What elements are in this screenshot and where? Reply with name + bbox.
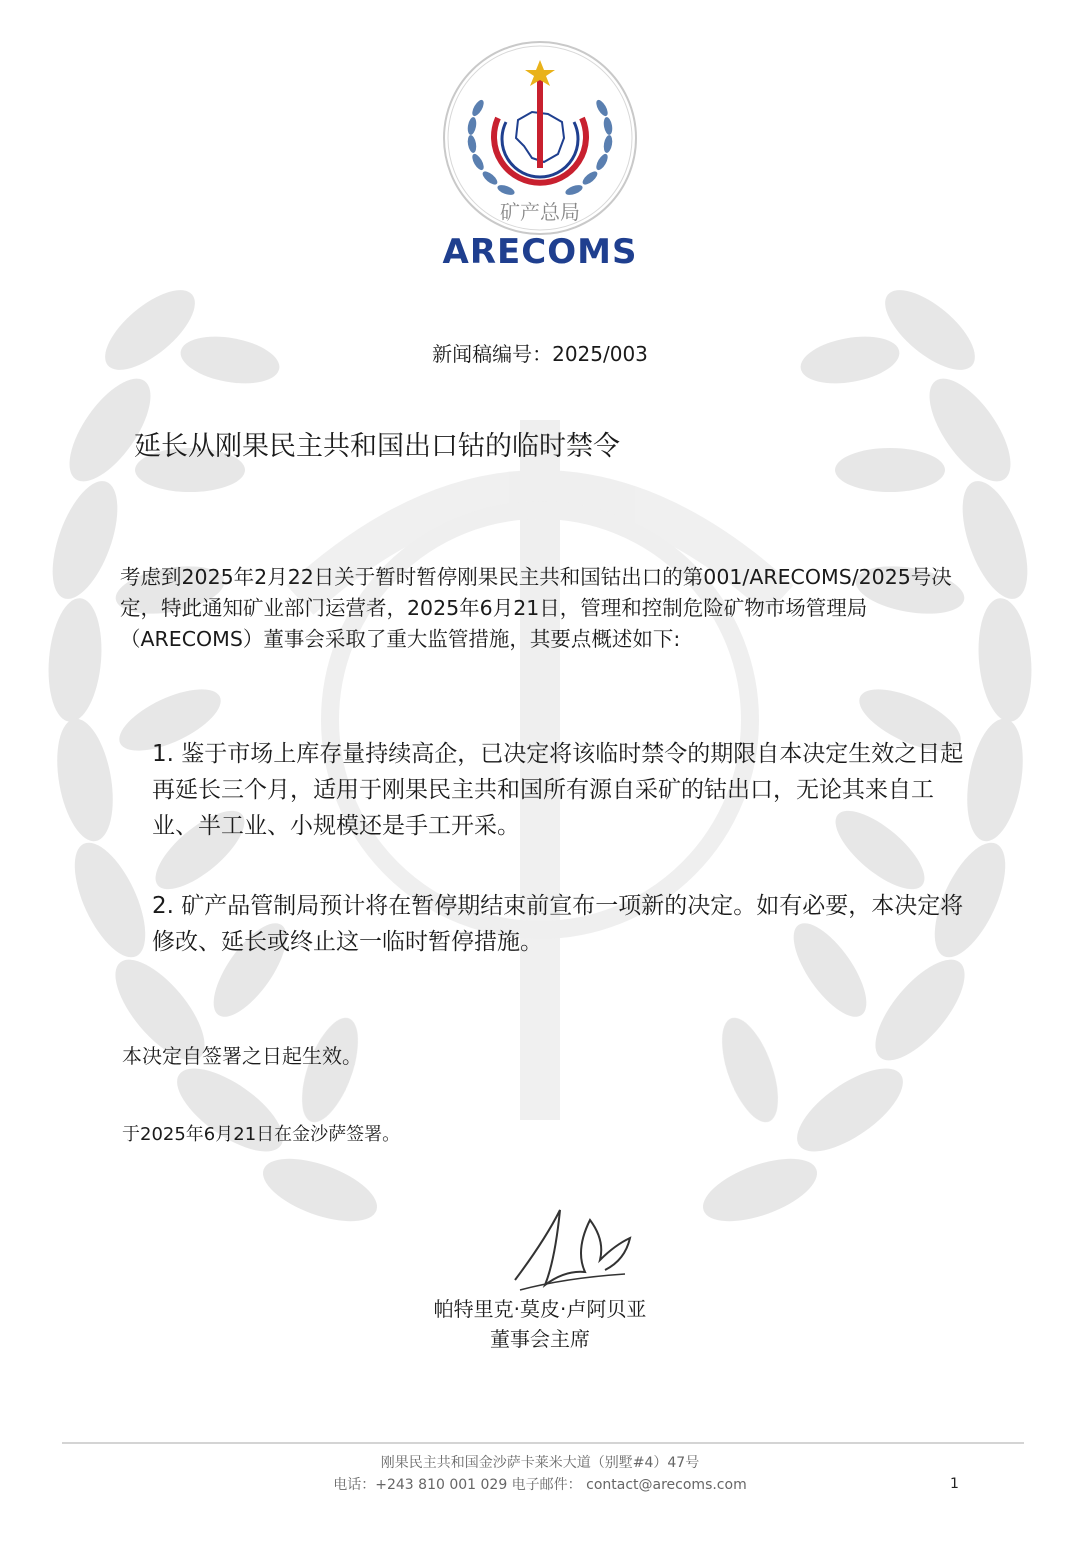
signed-statement: 于2025年6月21日在金沙萨签署。	[122, 1124, 401, 1145]
document-headline: 延长从刚果民主共和国出口钴的临时禁令	[134, 431, 620, 462]
point-2: 2. 矿产品管制局预计将在暂停期结束前宣布一项新的决定。如有必要，本决定将修改、延长或终止这一临时暂停措施。	[152, 893, 964, 955]
point-1: 1. 鉴于市场上库存量持续高企，已决定将该临时禁令的期限自本决定生效之日起再延长三个月，适用于刚果民主共和国所有源自采矿的钴出口，无论其来自工业、半工业、小规模还是手工开采。	[152, 741, 964, 839]
footer-contact: 电话：+243 810 001 029 电子邮件： contact@arecoms.com	[333, 1477, 747, 1493]
signer-block	[380, 1294, 700, 1354]
page-number: 1	[950, 1476, 959, 1492]
footer-divider	[62, 1442, 1024, 1444]
signer-title: 董事会主席	[490, 1327, 590, 1351]
press-release-number: 新闻稿编号：2025/003	[432, 342, 648, 366]
effective-statement: 本决定自签署之日起生效。	[122, 1044, 362, 1068]
brand-wordmark: ARECOMS	[442, 232, 638, 272]
signer-name: 帕特里克·莫皮·卢阿贝亚	[433, 1297, 647, 1321]
footer-address: 刚果民主共和国金沙萨卡莱米大道（别墅#4）47号	[380, 1455, 700, 1471]
logo-overlay-text: 矿产总局	[500, 200, 580, 224]
intro-paragraph: 考虑到2025年2月22日关于暂时暂停刚果民主共和国钴出口的第001/ARECOMS/2025号决定，特此通知矿业部门运营者，2025年6月21日，管理和控制危险矿物市场管理局（ARECOMS）董事会采取了重大监管措施，其要点概述如下:	[120, 565, 952, 651]
handwritten-signature	[505, 1200, 645, 1300]
